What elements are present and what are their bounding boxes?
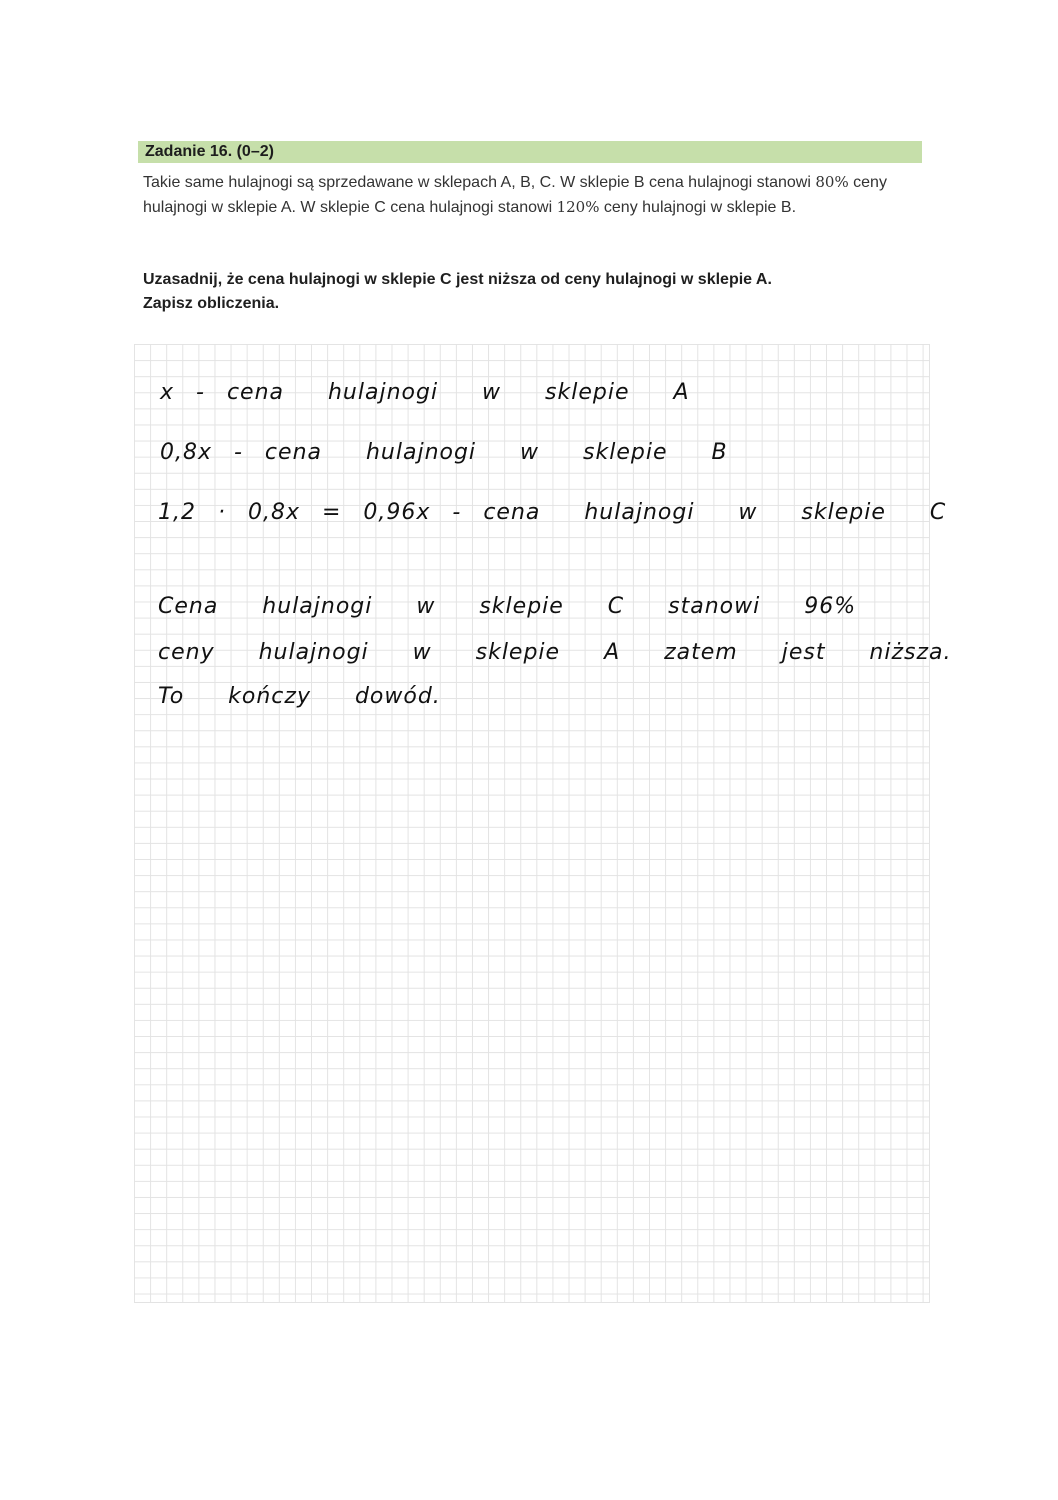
task-command-line1: Uzasadnij, że cena hulajnogi w sklepie C jest niższa od ceny hulajnogi w sklepie A.	[143, 271, 772, 288]
handwritten-line: 1,2 · 0,8x = 0,96x - cena hulajnogi w sklepie C	[158, 500, 947, 525]
handwritten-line: Cena hulajnogi w sklepie C stanowi 96%	[158, 594, 857, 619]
task-text-part1: Takie same hulajnogi są sprzedawane w sklepach A, B, C. W sklepie B cena hulajnogi stanowi	[143, 174, 816, 191]
task-text-part3: ceny hulajnogi w sklepie B.	[599, 199, 797, 216]
handwritten-line: ceny hulajnogi w sklepie A zatem jest niższa.	[158, 640, 952, 665]
percent-b: 80%	[815, 173, 849, 191]
task-command-line2: Zapisz obliczenia.	[143, 295, 280, 312]
handwritten-line: To kończy dowód.	[158, 684, 441, 709]
task-description	[143, 170, 913, 220]
handwritten-line: 0,8x - cena hulajnogi w sklepie B	[160, 440, 728, 465]
task-title: Zadanie 16. (0–2)	[145, 143, 274, 160]
handwritten-line: x - cena hulajnogi w sklepie A	[160, 380, 690, 405]
answer-grid[interactable]	[134, 344, 930, 1303]
task-command	[143, 268, 923, 316]
task-text-part2: ceny hulajnogi w sklepie A. W sklepie C cena hulajnogi stanowi	[143, 174, 887, 216]
percent-c: 120%	[556, 198, 600, 216]
